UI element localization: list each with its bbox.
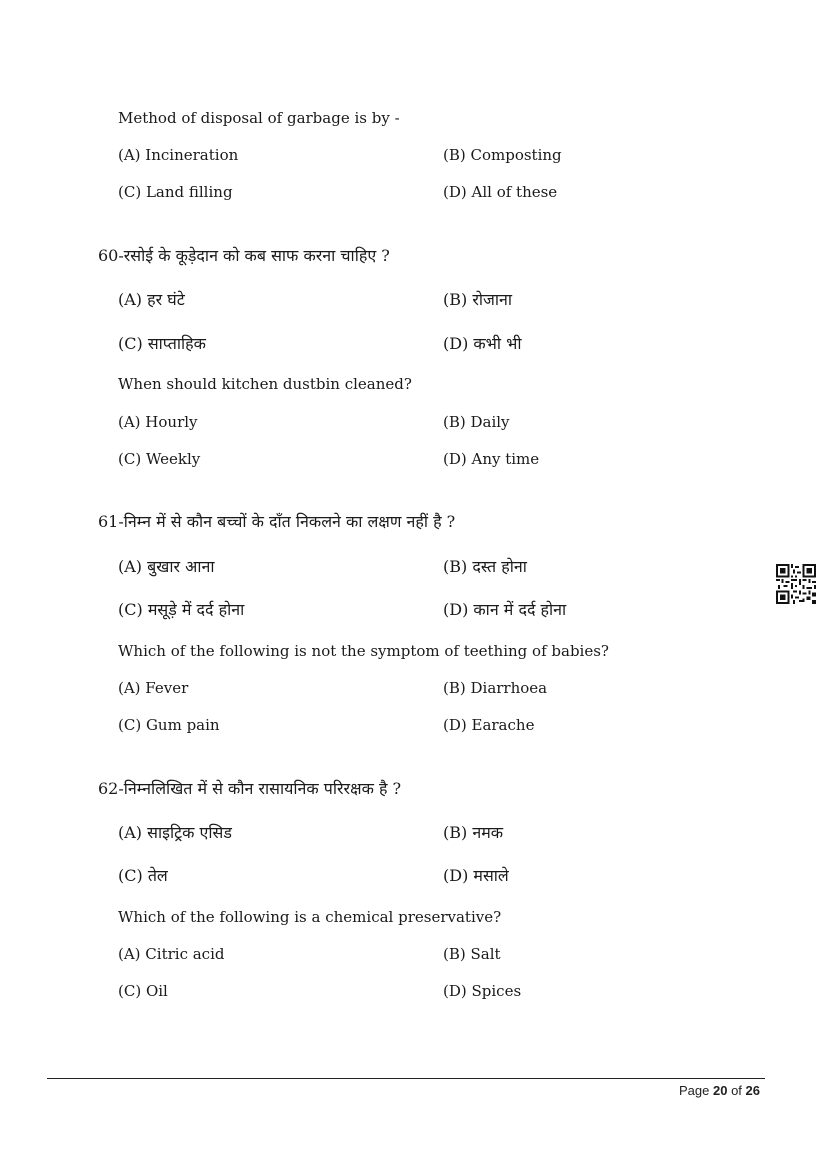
q60-en-option-c: (C) Weekly <box>118 450 201 468</box>
q61-hi-option-d: (D) कान में दर्द होना <box>443 600 567 619</box>
q61-hi-option-b: (B) दस्त होना <box>443 557 527 576</box>
total-pages: 26 <box>745 1083 760 1098</box>
q62-question-en: Which of the following is a chemical preservative? <box>118 908 502 926</box>
q62-hi-option-a: (A) साइट्रिक एसिड <box>118 823 232 842</box>
of-label: of <box>731 1083 742 1098</box>
q61-question-en: Which of the following is not the symptom of teething of babies? <box>118 642 609 660</box>
q59-option-b: (B) Composting <box>443 146 562 164</box>
q59-question-en: Method of disposal of garbage is by - <box>118 109 400 127</box>
q60-en-option-d: (D) Any time <box>443 450 540 468</box>
q62-en-option-d: (D) Spices <box>443 982 522 1000</box>
q62-en-option-b: (B) Salt <box>443 945 501 963</box>
page-number: 20 <box>712 1083 728 1098</box>
q62-en-option-a: (A) Citric acid <box>118 945 225 963</box>
q59-option-a: (A) Incineration <box>118 146 239 164</box>
q61-en-option-c: (C) Gum pain <box>118 716 220 734</box>
q60-question-hi: 60-रसोई के कूड़ेदान को कब साफ करना चाहिए ? <box>98 246 390 265</box>
q61-en-option-a: (A) Fever <box>118 679 189 697</box>
q60-en-option-b: (B) Daily <box>443 413 510 431</box>
q59-option-d: (D) All of these <box>443 183 558 201</box>
q61-question-hi: 61-निम्न में से कौन बच्चों के दाँत निकलने का लक्षण नहीं है ? <box>98 512 456 531</box>
q62-hi-option-c: (C) तेल <box>118 866 168 885</box>
page-label: Page <box>678 1083 710 1098</box>
q62-en-option-c: (C) Oil <box>118 982 168 1000</box>
q62-hi-option-d: (D) मसाले <box>443 866 509 885</box>
q62-hi-option-b: (B) नमक <box>443 823 504 842</box>
q60-hi-option-c: (C) साप्ताहिक <box>118 334 206 353</box>
q60-hi-option-a: (A) हर घंटे <box>118 290 185 309</box>
q60-hi-option-d: (D) कभी भी <box>443 334 522 353</box>
q61-hi-option-c: (C) मसूड़े में दर्द होना <box>118 600 245 619</box>
q60-hi-option-b: (B) रोजाना <box>443 290 513 309</box>
qr-code-icon <box>776 564 816 604</box>
q61-en-option-b: (B) Diarrhoea <box>443 679 548 697</box>
q61-en-option-d: (D) Earache <box>443 716 535 734</box>
q62-question-hi: 62-निम्नलिखित में से कौन रासायनिक परिरक्षक है ? <box>98 779 402 798</box>
page-footer <box>679 1083 760 1098</box>
q60-question-en: When should kitchen dustbin cleaned? <box>118 375 412 393</box>
q60-en-option-a: (A) Hourly <box>118 413 198 431</box>
q61-hi-option-a: (A) बुखार आना <box>118 557 215 576</box>
q59-option-c: (C) Land filling <box>118 183 233 201</box>
footer-divider <box>47 1078 765 1079</box>
